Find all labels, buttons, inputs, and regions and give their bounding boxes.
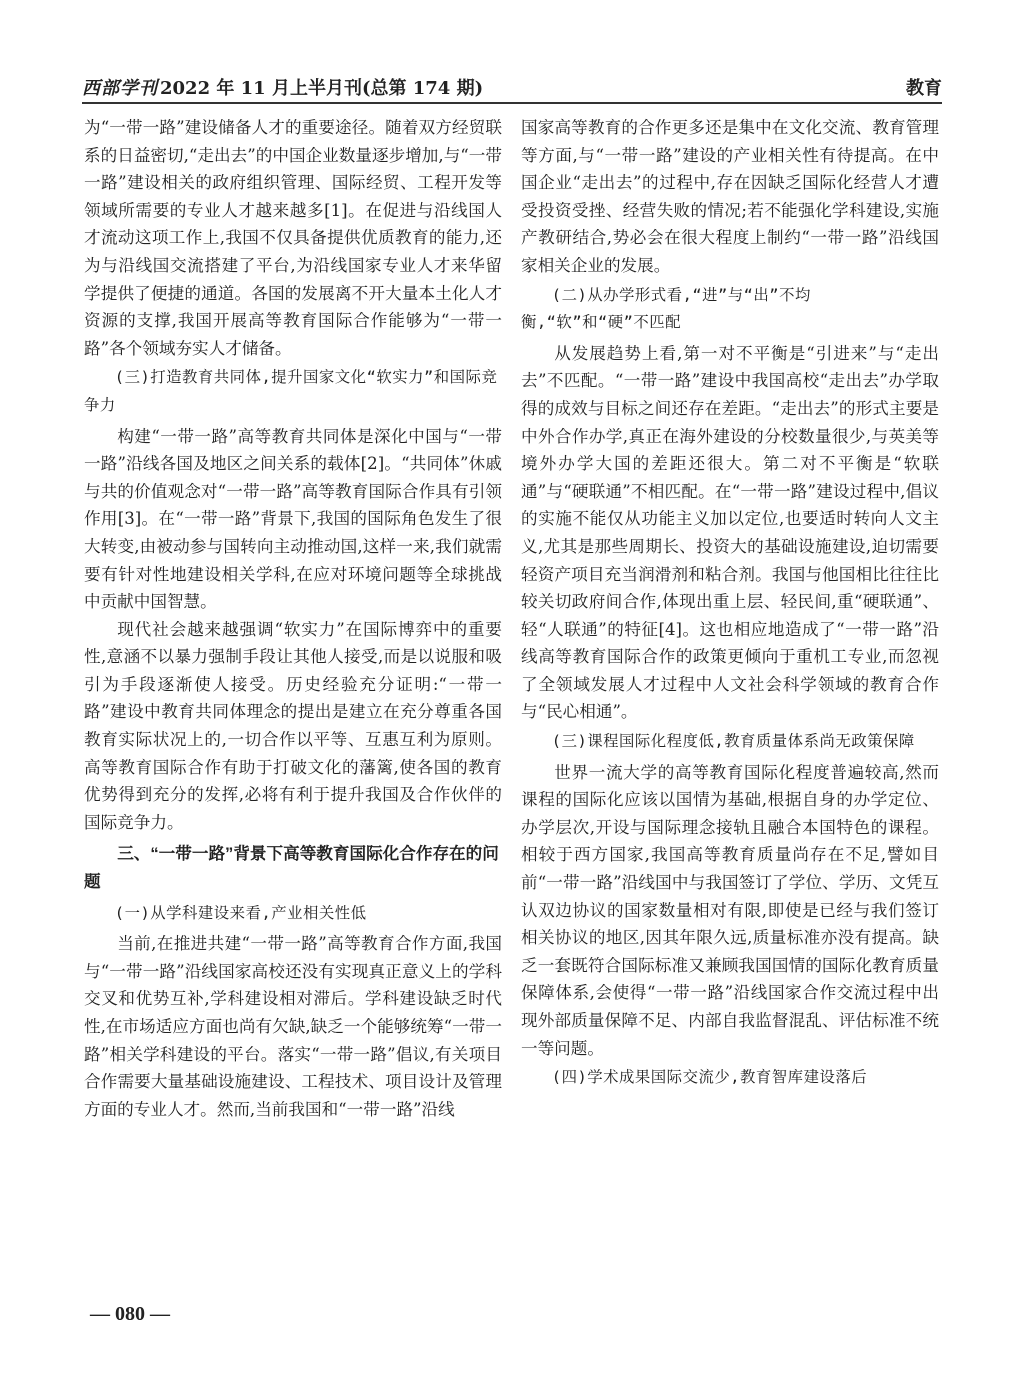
subsection-heading: (一)从学科建设来看,产业相关性低 — [114, 903, 367, 922]
body-paragraph: 为“一带一路”建设储备人才的重要途径。随着双方经贸联系的日益密切,“走出去”的中国企业数量逐步增加,与“一带一路”建设相关的政府组织管理、国际经贸、工程开发等领域所需要的专业人才越来越多[1]。在促进与沿线国人才流动这项工作上,我国不仅具备提供优质教育的能力,还为与沿线国交流搭建了平台,为沿线国家专业人才来华留学提供了便捷的通道。各国的发展离不开大量本土化人才资源的支撑,我国开展高等教育国际合作能够为“一带一路”各个领域夯实人才储备。 — [84, 118, 502, 358]
body-paragraph: 现代社会越来越强调“软实力”在国际博弈中的重要性,意涵不以暴力强制手段让其他人接受,而是以说服和吸引为手段逐渐使人接受。历史经验充分证明:“一带一路”建设中教育共同体理念的提出是建立在充分尊重各国教育实际状况上的,一切合作以平等、互惠互利为原则。高等教育国际合作有助于打破文化的藩篱,使各国的教育优势得到充分的发挥,必将有利于提升我国及合作伙伴的国际竞争力。 — [84, 619, 502, 832]
journal-issue-line — [82, 74, 483, 100]
right-column — [521, 114, 939, 1095]
subsection-heading: (四)学术成果国际交流少,教育智库建设落后 — [551, 1068, 868, 1087]
issue-text: 2022 年 11 月上半月刊(总第 174 期) — [160, 78, 484, 99]
section-heading: 三、“一带一路”背景下高等教育国际化合作存在的问题 — [84, 844, 499, 892]
body-paragraph: 国家高等教育的合作更多还是集中在文化交流、教育管理等方面,与“一带一路”建设的产业相关性有待提高。在中国企业“走出去”的过程中,存在因缺乏国际化经营人才遭受投资受挫、经营失败的情况;若不能强化学科建设,实施产教研结合,势必会在很大程度上制约“一带一路”沿线国家相关企业的发展。 — [521, 118, 939, 275]
body-paragraph: 世界一流大学的高等教育国际化程度普遍较高,然而课程的国际化应该以国情为基础,根据自身的办学定位、办学层次,开设与国际理念接轨且融合本国特色的课程。相较于西方国家,我国高等教育质量尚存在不足,譬如目前“一带一路”沿线国中与我国签订了学位、学历、文凭互认双边协议的国家数量相对有限,即使是已经与我们签订相关协议的地区,因其年限久远,质量标准亦没有提高。缺乏一套既符合国际标准又兼顾我国国情的国际化教育质量保障体系,会使得“一带一路”沿线国家合作交流过程中出现外部质量保障不足、内部自我监督混乱、评估标准不统一等问题。 — [521, 762, 939, 1058]
body-paragraph: 构建“一带一路”高等教育共同体是深化中国与“一带一路”沿线各国及地区之间关系的载体[2]。“共同体”休戚与共的价值观念对“一带一路”高等教育国际合作具有引领作用[3]。在“一带一路”背景下,我国的国际角色发生了很大转变,由被动参与国转向主动推动国,这样一来,我们就需要有针对性地建设相关学科,在应对环境问题等全球挑战中贡献中国智慧。 — [84, 426, 502, 612]
subsection-heading: (三)打造教育共同体,提升国家文化“软实力”和国际竞争力 — [84, 368, 498, 414]
journal-logo: 西部学刊 — [82, 78, 158, 99]
section-name: 教育 — [906, 78, 942, 99]
subsection-heading: (三)课程国际化程度低,教育质量体系尚无政策保障 — [551, 732, 915, 751]
page-number: — 080 — — [90, 1303, 170, 1325]
running-header — [82, 70, 942, 104]
left-column — [84, 114, 502, 1123]
subsection-heading: (二)从办学形式看,“进”与“出”不均衡,“软”和“硬”不匹配 — [521, 285, 811, 332]
body-paragraph: 当前,在推进共建“一带一路”高等教育合作方面,我国与“一带一路”沿线国家高校还没有实现真正意义上的学科交叉和优势互补,学科建设相对滞后。学科建设缺乏时代性,在市场适应方面也尚有欠缺,缺乏一个能够统筹“一带一路”相关学科建设的平台。落实“一带一路”倡议,有关项目合作需要大量基础设施建设、工程技术、项目设计及管理方面的专业人才。然而,当前我国和“一带一路”沿线 — [84, 934, 502, 1119]
body-paragraph: 从发展趋势上看,第一对不平衡是“引进来”与“走出去”不匹配。“一带一路”建设中我国高校“走出去”办学取得的成效与目标之间还存在差距。“走出去”的形式主要是中外合作办学,真正在海外建设的分校数量很少,与英美等境外办学大国的差距还很大。第二对不平衡是“软联通”与“硬联通”不相匹配。在“一带一路”建设过程中,倡议的实施不能仅从功能主义加以定位,也要适时转向人文主义,尤其是那些周期长、投资大的基础设施建设,迫切需要轻资产项目充当润滑剂和粘合剂。我国与他国相比往往比较关切政府间合作,体现出重上层、轻民间,重“硬联通”、轻“人联通”的特征[4]。这也相应地造成了“一带一路”沿线高等教育国际合作的政策更倾向于重机工专业,而忽视了全领域发展人才过程中人文社会科学领域的教育合作与“民心相通”。 — [521, 343, 939, 722]
